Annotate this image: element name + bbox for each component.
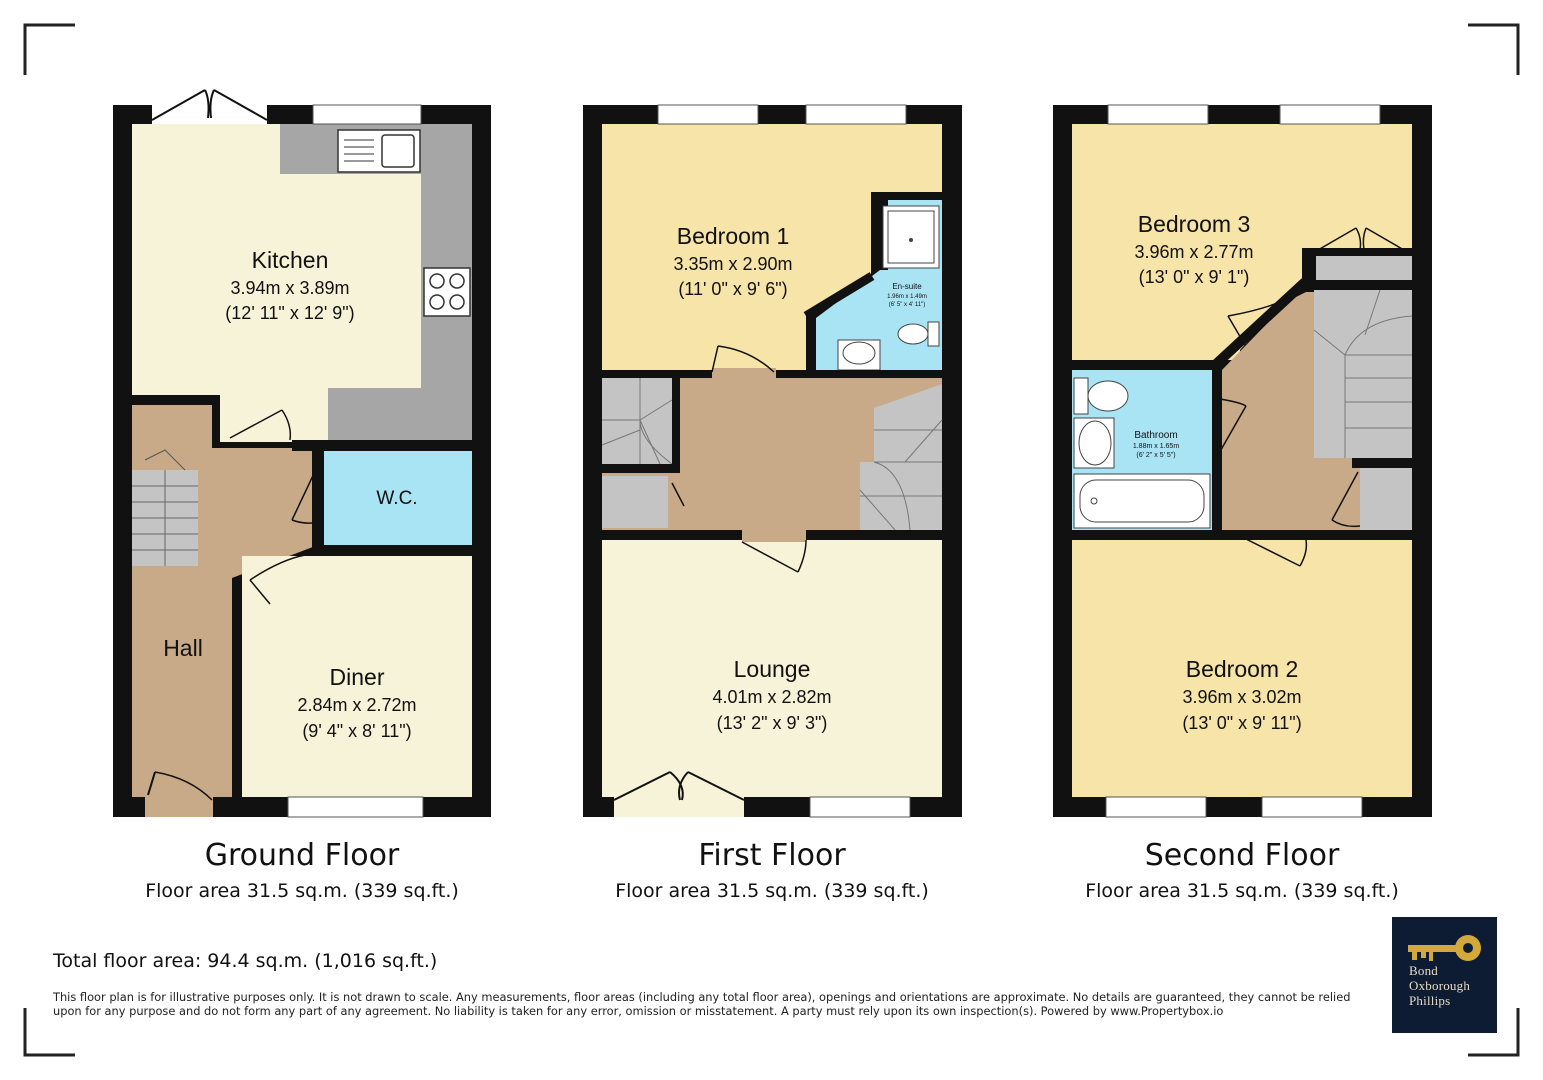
room-dimensions-imperial: (13' 0" x 9' 11") (1182, 713, 1302, 733)
first-floor-plan (583, 105, 962, 817)
shower-icon (883, 206, 939, 268)
total-floor-area: Total floor area: 94.4 sq.m. (1,016 sq.ft.) (53, 950, 438, 972)
basin-icon (838, 340, 880, 370)
cupboard (1360, 468, 1412, 530)
room-dimensions-imperial: (11' 0" x 9' 6") (678, 279, 788, 299)
stairs (602, 378, 672, 464)
room-name: Bathroom (1134, 430, 1178, 441)
room-name: Bedroom 2 (1185, 656, 1299, 682)
ground-floor-plan (113, 90, 491, 817)
room-dimensions-imperial: (9' 4" x 8' 11") (302, 721, 412, 741)
second-floor-plan (1053, 105, 1432, 817)
agency-logo (1392, 917, 1497, 1033)
french-doors (152, 90, 267, 124)
toilet-icon (898, 322, 939, 346)
room-dimensions-imperial: (6' 5" x 4' 11") (888, 302, 926, 308)
room-name: Bedroom 1 (676, 223, 790, 249)
room-name: Hall (163, 635, 203, 661)
room-dimensions-metric: 4.01m x 2.82m (712, 687, 832, 707)
room-name: Kitchen (251, 247, 329, 273)
room-dimensions-metric: 1.88m x 1.65m (1132, 443, 1180, 450)
window (806, 105, 906, 124)
basin-icon (1074, 418, 1114, 468)
room-dimensions-metric: 3.96m x 2.77m (1134, 242, 1254, 262)
room-name: W.C. (376, 488, 418, 509)
room-dimensions-metric: 3.96m x 3.02m (1182, 687, 1302, 707)
window (810, 797, 910, 817)
floor-title: First Floor (698, 838, 846, 873)
window (313, 105, 421, 124)
room-dimensions-metric: 3.94m x 3.89m (230, 278, 350, 298)
window (1262, 797, 1362, 817)
floor-area: Floor area 31.5 sq.m. (339 sq.ft.) (615, 880, 929, 902)
bath-icon (1074, 474, 1210, 528)
toilet-icon (1074, 378, 1128, 414)
window (1106, 797, 1206, 817)
hob-icon (424, 268, 470, 316)
sink-icon (338, 130, 420, 172)
room-dimensions-imperial: (6' 2" x 5' 5") (1136, 452, 1176, 459)
room-name: Lounge (733, 656, 811, 682)
room-name: Bedroom 3 (1137, 211, 1251, 237)
stairs (1314, 290, 1412, 458)
room-dimensions-imperial: (13' 2" x 9' 3") (716, 713, 828, 733)
window (658, 105, 758, 124)
logo-text-line: Oxborough (1409, 978, 1471, 993)
room-dimensions-imperial: (13' 0" x 9' 1") (1138, 267, 1250, 287)
window (1108, 105, 1208, 124)
disclaimer-text: This floor plan is for illustrative purposes only. It is not drawn to scale. Any measurements, floor areas (including any total floor area), openings and orientations are approximate. No details are guaranteed, they cannot be relied upon for any purpose and do not form any part of any agreement. No liability is taken for any error, omission or misstatement. A party must rely upon its own inspection(s). Powered by www.Propertybox.io (53, 990, 1351, 1018)
floor-area: Floor area 31.5 sq.m. (339 sq.ft.) (1085, 880, 1399, 902)
floor-title: Second Floor (1144, 838, 1340, 873)
window (1280, 105, 1380, 124)
floor-title: Ground Floor (204, 838, 400, 873)
room-name: En-suite (892, 282, 922, 291)
wardrobe (1316, 256, 1412, 280)
room-dimensions-metric: 3.35m x 2.90m (673, 254, 793, 274)
room-name: Diner (329, 664, 385, 690)
floor-area: Floor area 31.5 sq.m. (339 sq.ft.) (145, 880, 459, 902)
room-dimensions-metric: 2.84m x 2.72m (297, 695, 417, 715)
room-dimensions-imperial: (12' 11" x 12' 9") (225, 303, 355, 323)
logo-text-line: Phillips (1409, 993, 1451, 1008)
room-dimensions-metric: 1.96m x 1.49m (887, 294, 927, 300)
cupboard (602, 476, 668, 528)
window (288, 797, 423, 817)
logo-text-line: Bond (1409, 963, 1438, 978)
